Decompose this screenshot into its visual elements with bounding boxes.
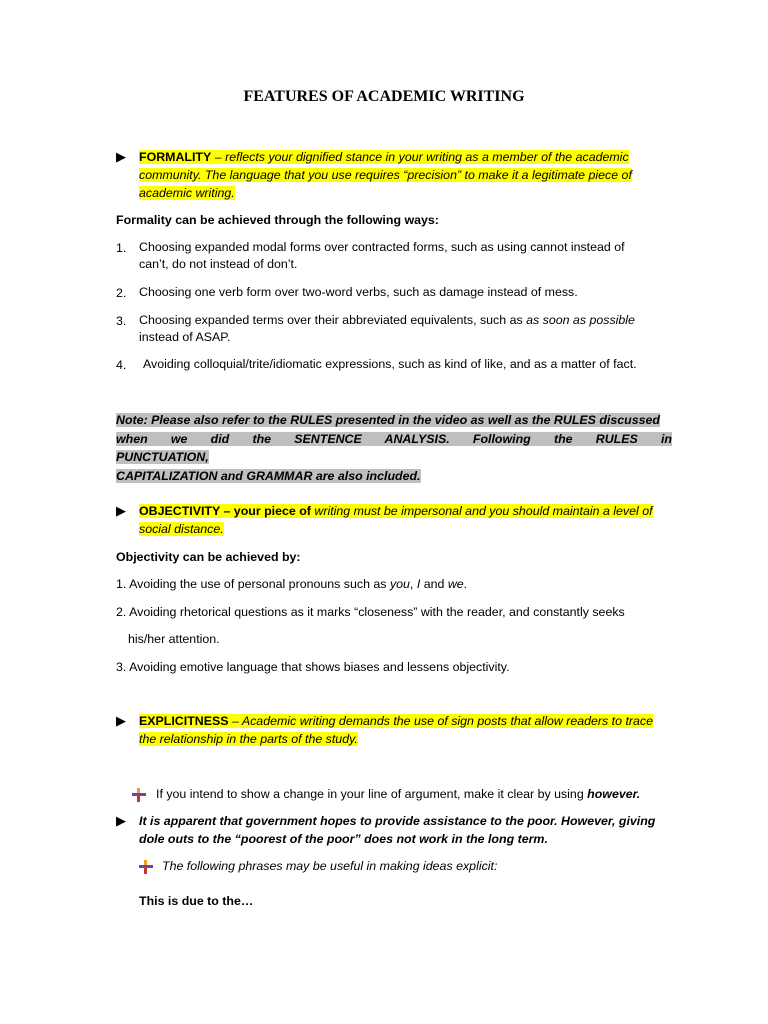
list-item: Choosing expanded modal forms over contracted forms, such as using cannot instead of can’t, do not instead of don’t. [139,240,625,271]
list-number: 2. [116,286,127,300]
formality-definition: FORMALITY – reflects your dignified stance in your writing as a member of the academic community. The language that you use requires “precision” to make it a legitimate piece of academic writing. [139,150,632,200]
page-title: FEATURES OF ACADEMIC WRITING [243,88,525,105]
explicitness-term: EXPLICITNESS [139,714,229,728]
list-item: 3. Avoiding emotive language that shows biases and lessens objectivity. [116,660,510,674]
arrow-icon: ▶ [116,713,126,728]
objectivity-intro: Objectivity can be achieved by: [116,550,301,564]
bullet-item: If you intend to show a change in your line of argument, make it clear by using however. [156,787,641,801]
example-sentence: It is apparent that government hopes to provide assistance to the poor. However, giving dole outs to the “poorest of the poor” does not work in the long term. [139,814,656,846]
list-number: 1. [116,241,127,255]
list-item: Avoiding colloquial/trite/idiomatic expressions, such as kind of like, and as a matter of fact. [143,357,637,371]
list-number: 3. [116,314,127,328]
phrase-example: This is due to the… [139,894,254,908]
note-paragraph: Note: Please also refer to the RULES presented in the video as well as the RULES discussed when we did the SENTENCE ANALYSIS. Following the RULES in PUNCTUATION, CAPITALIZATION and GRAMMAR are also included. [116,413,672,483]
list-item: Choosing one verb form over two-word verbs, such as damage instead of mess. [139,285,578,299]
list-number: 4. [116,358,127,372]
formality-term: FORMALITY [139,150,212,164]
bullet-item: The following phrases may be useful in making ideas explicit: [162,859,498,873]
list-item-continuation: his/her attention. [128,632,220,646]
arrow-icon: ▶ [116,503,126,518]
objectivity-term: OBJECTIVITY [139,504,221,518]
explicitness-definition: EXPLICITNESS – Academic writing demands the use of sign posts that allow readers to trace the relationship in the parts of the study. [139,714,654,746]
objectivity-definition: OBJECTIVITY – your piece of writing must be impersonal and you should maintain a level of social distance. [139,504,653,536]
list-item: Choosing expanded terms over their abbreviated equivalents, such as as soon as possible instead of ASAP. [139,313,635,344]
list-item: 2. Avoiding rhetorical questions as it marks “closeness” with the reader, and constantly seeks [116,605,625,619]
list-item: 1. Avoiding the use of personal pronouns such as you, I and we. [116,577,468,591]
colored-plus-bullet-icon [139,860,153,874]
formality-intro: Formality can be achieved through the following ways: [116,213,439,227]
arrow-icon: ▶ [116,149,126,164]
arrow-icon: ▶ [116,813,126,828]
colored-plus-bullet-icon [132,788,146,802]
